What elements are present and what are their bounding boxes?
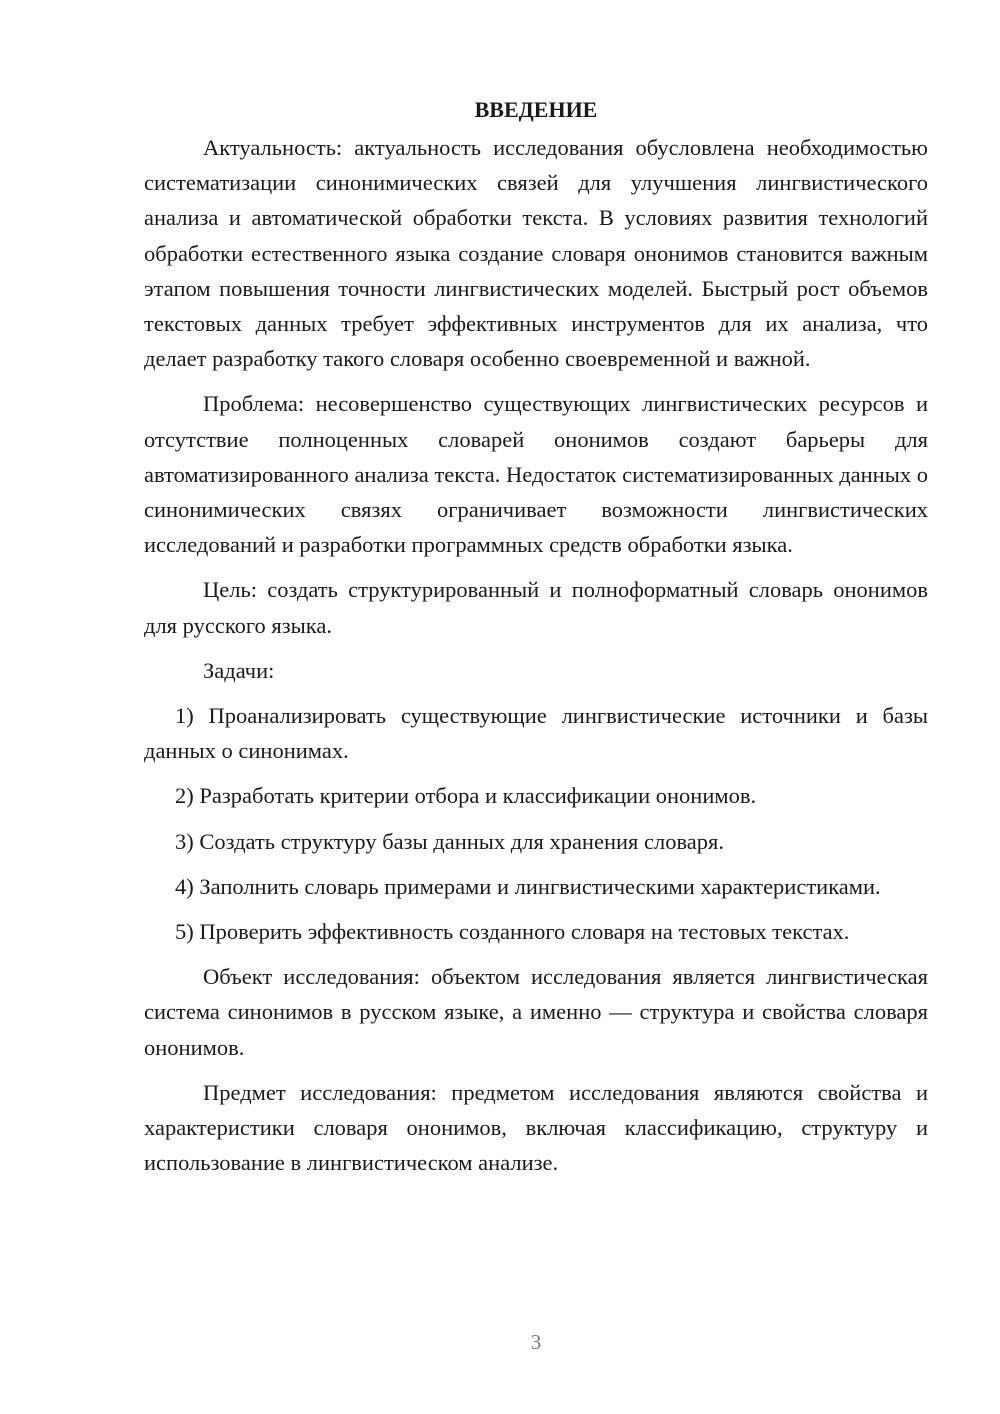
task-item-4: 4) Заполнить словарь примерами и лингвистическими характеристиками. (175, 873, 881, 899)
task-item-1: 1) Проанализировать существующие лингвистические источники и базы данных о синонимах. (144, 703, 928, 764)
document-page (144, 90, 928, 1190)
page-title: ВВЕДЕНИЕ (474, 97, 598, 122)
page-number: 3 (530, 1330, 542, 1354)
problem-paragraph: Проблема: несовершенство существующих лингвистических ресурсов и отсутствие полноценных словарей ононимов создают барьеры для автоматизированного анализа текста. Недостаток систематизированных данных о синонимических связях ограничивает возможности лингвистических исследований и разработки программных средств обработки языка. (144, 391, 928, 558)
task-item-2: 2) Разработать критерии отбора и классификации ононимов. (175, 783, 757, 809)
task-item-3: 3) Создать структуру базы данных для хранения словаря. (175, 828, 725, 854)
task-item-5: 5) Проверить эффективность созданного словаря на тестовых текстах. (175, 919, 850, 945)
relevance-paragraph: Актуальность: актуальность исследования обусловлена необходимостью систематизации синонимических связей для улучшения лингвистического анализа и автоматической обработки текста. В условиях развития технологий обработки естественного языка создание словаря ононимов становится важным этапом повышения точности лингвистических моделей. Быстрый рост объемов текстовых данных требует эффективных инструментов для их анализа, что делает разработку такого словаря особенно своевременной и важной. (144, 135, 928, 372)
object-paragraph: Объект исследования: объектом исследования является лингвистическая система синонимов в русском языке, а именно — структура и свойства словаря ононимов. (144, 964, 928, 1060)
tasks-heading: Задачи: (203, 657, 275, 683)
subject-paragraph: Предмет исследования: предметом исследования являются свойства и характеристики словаря ононимов, включая классификацию, структуру и использование в лингвистическом анализе. (144, 1079, 928, 1176)
goal-paragraph: Цель: создать структурированный и полноформатный словарь ононимов для русского языка. (144, 577, 928, 638)
